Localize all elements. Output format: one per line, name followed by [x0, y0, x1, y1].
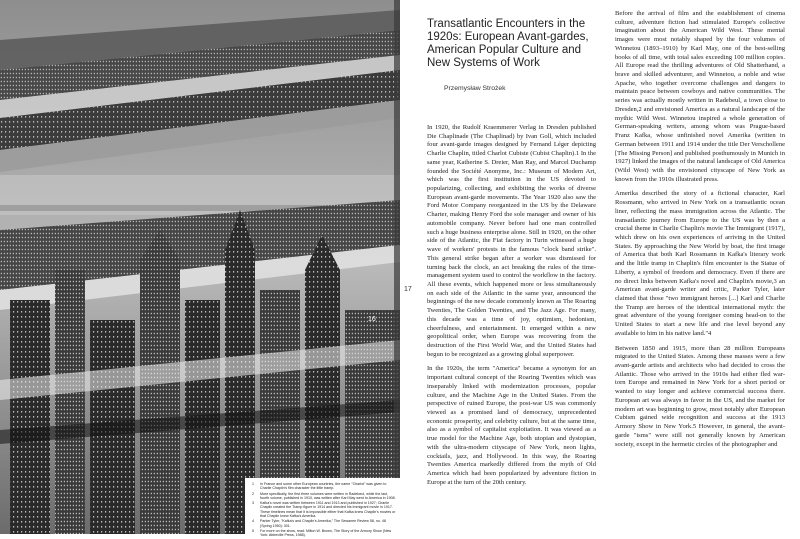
footnote-text: Parker Tyler, "Kafka's and Chaplin's Amerika," The Sewanee Review 58, no. 48 (Spring 1950): 301. — [260, 519, 386, 528]
left-page-number: 16 — [368, 316, 376, 323]
paragraph: Between 1850 and 1915, more than 28 million Europeans migrated to the United States. Among these masses were a few avant-garde artists and architects who had decided to cross the Atlantic. Those who arrived in the 1910s had either fled war-torn Europe and remained in New York for a short period or wanted to stay longer and achieve commercial success there. European art was always in favor in the US, and the market for modern art was beginning to grow, most notably after European Cubism gained wide recognition and success at the 1913 Armory Show in New York.5 However, in general, the avant-garde "isms" were still not generally known by American society, except in the hermetic circles of the photographer and — [615, 344, 785, 448]
footnote-number: 4 — [252, 519, 254, 524]
footnote — [252, 501, 396, 518]
paragraph: In the 1920s, the term "America" became a synonym for an important cultural concept of the Roaring Twenties which was inseparably linked with modernization processes, popular culture, and the Machine Age in the United States. From the perspective of ruined Europe, the post-war US was commonly viewed as a promised land of democracy, unprecedented economic prosperity, and celebrity culture, but at the same time, also as a symbol of capitalist exploitation. It was viewed as a true model for the Machine Age, both utopian and dystopian, with the ultra-modern cityscape of New York, neon lights, cocktails, jazz, and Hollywood. In this way, the Roaring Twenties America markedly differed from the myth of Old America which had been popularized by adventure fiction in Europe at the turn of the 20th century. — [427, 365, 596, 486]
text-column-2 — [615, 10, 785, 455]
article-title: Transatlantic Encounters in the 1920s: European Avant-gardes, American Popular Culture and New Systems of Work — [427, 18, 589, 69]
paragraph: Before the arrival of film and the establishment of cinema culture, adventure fiction had stimulated Europe's collective imagination about the American Wild West. These mental images were most notably shaped by the four volumes of Winnetou (1893–1910) by Karl May, one of the best-selling books of all time, with total sales exceeding 100 million copies. All Europe read the thrilling adventures of Old Shatterhand, a brave and skilled adventurer, and Winnetou, a noble and wise Apache, who together overcome challenges and dangers to maintain peace between cowboys and native communities. The series was actually mostly written in Radebeul, a town close to Dresden,2 and envisioned America as a natural landscape of the mythic Wild West. Winnetou inspired a whole generation of German-speaking writers, among whom was Prague-based Franz Kafka, whose unfinished novel Amerika (written in German between 1911 and 1914 under the title Der Verschollene [The Missing Person] and published posthumously in Munich in 1927) linked the images of the natural landscape of Old America (Wild West) with the envisioned cityscape of New York as known from the 1910s illustrated press. — [615, 10, 785, 183]
footnote-text: For more on the show, read: Milton W. Brown, The Story of the Armory Show (New York: Abbeville Press, 1988). — [260, 528, 392, 538]
footnote — [252, 519, 396, 528]
footnote — [252, 492, 396, 501]
paragraph: In 1920, the Rudolf Kraemmerer Verlag in Dresden published Die Chaplinade (The Chaplinad) by Ivan Goll, which included four avant-garde images designed by Fernand Léger depicting Charlie Chaplin, titled Charlot Cubiste (Cubist Chaplin).1 In the same year, Katherine S. Dreier, Man Ray, and Marcel Duchamp founded the Société Anonyme, Inc.: Museum of Modern Art, which was the first institution in the US devoted to popularizing, collecting, and exhibiting the works of diverse European avant-garde movements. The Year 1920 also saw the Ford Motor Company reorganized in the US by the Delaware Charter, making Henry Ford the sole manager and owner of his automobile company. Never before had one man controlled such a huge business enterprise alone. Still in 1920, on the other side of the Atlantic, the Fiat factory in Turin witnessed a huge wave of workers' protests in the famous "clock band strike". This general strike began after a worker was dismissed for turning back the clock, an act breaking the rules of the time-management system used to control the workflow in the factory. All these events, which happened more or less simultaneously on each side of the Atlantic in the same year, announced the beginnings of the new decade commonly known as The Roaring Twenties, The Golden Twenties, and The Jazz Age. For many, this decade was a time of joy, optimism, hedonism, cheerfulness, and entertainment. It emerged within a new geopolitical order, when Europe was recovering from the destruction of the First World War, and the United States had begun to be recognized as a growing global superpower. — [427, 124, 596, 358]
text-column-1 — [427, 124, 596, 493]
article-author: Przemysław Strożek — [444, 85, 506, 92]
footnote-number: 3 — [252, 501, 254, 506]
footnote-text: Kafka's novel was written between 1911 and 1913 and published in 1927; Charlie Chaplin created the Tramp figure in 1914 and directed his Immigrant movie in 1917. These timelines mean that it is impossible either that Kafka knew Chaplin's movies or that Chaplin knew Kafka's Amerika. — [260, 501, 396, 519]
footnote-number: 5 — [252, 528, 254, 533]
new-york-skyline-collage — [0, 0, 400, 534]
footnote — [252, 482, 396, 491]
footnote-text: In France and some other European countries, the name "Charlot" was given to Charlie Chaplin's film character the little tramp. — [260, 482, 387, 491]
right-page-number: 17 — [404, 286, 412, 293]
paragraph: Amerika described the story of a fictional character, Karl Rossmann, who arrived in New York on a transatlantic ocean liner, reflecting the mass immigration across the Atlantic. The transatlantic journey from Europe to the US was by then a crucial theme in Charlie Chaplin's movie The Immigrant (1917), which drew on his own experiences of arriving in the United States. By approaching the New World by boat, the first image of America that both Karl Rossmann in Kafka's literary work and the little tramp in Chaplin's film encounter is the Statue of Liberty, a symbol of freedom and democracy. Even if there are no direct links between Kafka's novel and Chaplin's movie,3 an American avant-garde writer and critic, Parker Tyler, later claimed that those "two immigrant heroes [...] Karl and Charlie the Tramp are heroes of the identical international myth: the great adventure of the young foreigner coming head-on to the United States to start a new life and rise level beyond any available to him in his native land."4 — [615, 190, 785, 337]
footnote-text: More specifically, the first three volumes were written in Radebeul, while the last, fourth volume, published in 1910, was written after Karl May went to America in 1908. — [260, 491, 396, 500]
footnote-number: 2 — [252, 491, 254, 496]
footnote — [252, 529, 396, 538]
footnote-number: 1 — [252, 482, 254, 486]
photomontage-image — [0, 0, 400, 534]
footnotes — [252, 482, 396, 539]
